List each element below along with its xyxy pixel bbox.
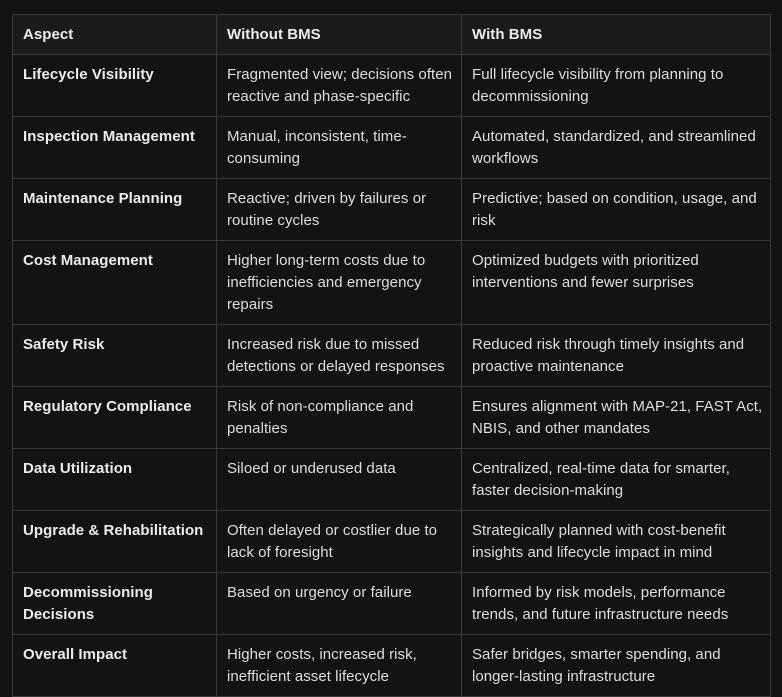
aspect-cell: Overall Impact xyxy=(13,635,217,697)
without-bms-cell: Higher long-term costs due to inefficiencies and emergency repairs xyxy=(217,241,462,325)
aspect-cell: Safety Risk xyxy=(13,325,217,387)
header-aspect: Aspect xyxy=(13,15,217,55)
without-bms-cell: Reactive; driven by failures or routine cycles xyxy=(217,179,462,241)
with-bms-cell: Full lifecycle visibility from planning to decommissioning xyxy=(462,55,771,117)
table-row xyxy=(13,241,771,325)
without-bms-cell: Siloed or underused data xyxy=(217,449,462,511)
with-bms-cell: Safer bridges, smarter spending, and longer-lasting infrastructure xyxy=(462,635,771,697)
without-bms-cell: Increased risk due to missed detections or delayed responses xyxy=(217,325,462,387)
header-row xyxy=(13,15,771,55)
aspect-cell: Maintenance Planning xyxy=(13,179,217,241)
header-without-bms: Without BMS xyxy=(217,15,462,55)
with-bms-cell: Strategically planned with cost-benefit insights and lifecycle impact in mind xyxy=(462,511,771,573)
with-bms-cell: Centralized, real-time data for smarter, faster decision-making xyxy=(462,449,771,511)
aspect-cell: Decommissioning Decisions xyxy=(13,573,217,635)
with-bms-cell: Ensures alignment with MAP-21, FAST Act, NBIS, and other mandates xyxy=(462,387,771,449)
with-bms-cell: Automated, standardized, and streamlined workflows xyxy=(462,117,771,179)
table-row xyxy=(13,635,771,697)
without-bms-cell: Based on urgency or failure xyxy=(217,573,462,635)
with-bms-cell: Reduced risk through timely insights and proactive maintenance xyxy=(462,325,771,387)
comparison-table-container xyxy=(12,14,770,697)
without-bms-cell: Manual, inconsistent, time-consuming xyxy=(217,117,462,179)
without-bms-cell: Fragmented view; decisions often reactive and phase-specific xyxy=(217,55,462,117)
table-row xyxy=(13,117,771,179)
without-bms-cell: Risk of non-compliance and penalties xyxy=(217,387,462,449)
with-bms-cell: Optimized budgets with prioritized interventions and fewer surprises xyxy=(462,241,771,325)
table-row xyxy=(13,573,771,635)
table-row xyxy=(13,387,771,449)
aspect-cell: Lifecycle Visibility xyxy=(13,55,217,117)
aspect-cell: Cost Management xyxy=(13,241,217,325)
with-bms-cell: Predictive; based on condition, usage, and risk xyxy=(462,179,771,241)
comparison-table xyxy=(12,14,771,697)
aspect-cell: Inspection Management xyxy=(13,117,217,179)
table-body xyxy=(13,55,771,697)
table-row xyxy=(13,325,771,387)
with-bms-cell: Informed by risk models, performance trends, and future infrastructure needs xyxy=(462,573,771,635)
header-with-bms: With BMS xyxy=(462,15,771,55)
table-row xyxy=(13,511,771,573)
without-bms-cell: Often delayed or costlier due to lack of foresight xyxy=(217,511,462,573)
table-row xyxy=(13,55,771,117)
table-header xyxy=(13,15,771,55)
table-row xyxy=(13,449,771,511)
table-row xyxy=(13,179,771,241)
without-bms-cell: Higher costs, increased risk, inefficient asset lifecycle xyxy=(217,635,462,697)
aspect-cell: Regulatory Compliance xyxy=(13,387,217,449)
aspect-cell: Upgrade & Rehabilitation xyxy=(13,511,217,573)
aspect-cell: Data Utilization xyxy=(13,449,217,511)
